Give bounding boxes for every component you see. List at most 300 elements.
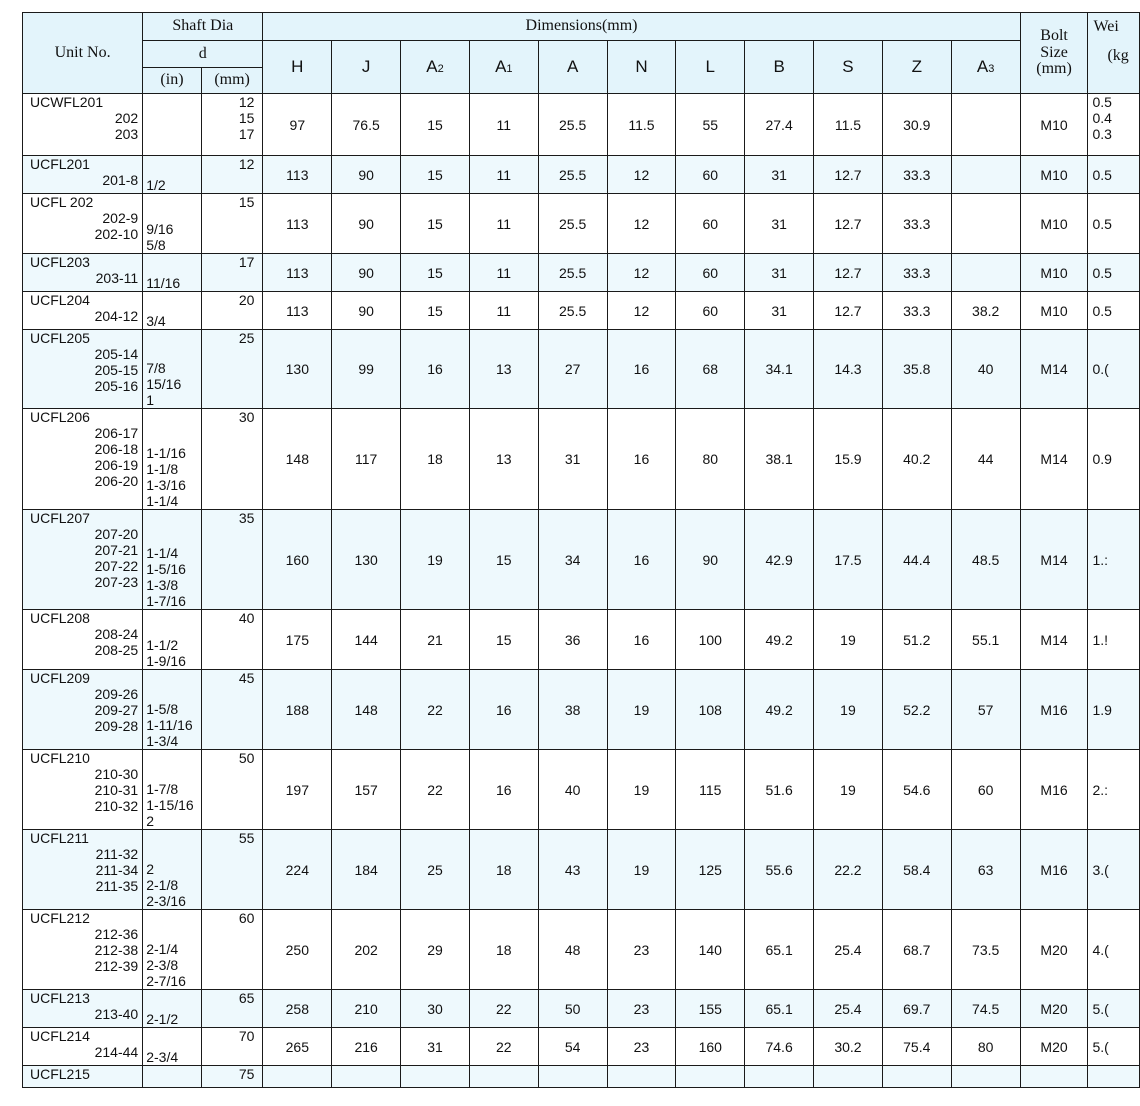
unit-variant-label: 211-32 [95,846,139,862]
shaft-mm-value: 20 [238,292,255,308]
shaft-inch-cell [143,830,202,910]
unit-no-cell [23,330,143,409]
shaft-inch-value: 1 [146,392,154,408]
dimension-value-cell: 80 [951,1028,1020,1066]
weight-value: 0.5 [1092,302,1112,319]
weight-value: 3.( [1092,861,1109,878]
shaft-inch-value: 2-1/4 [146,941,179,957]
unit-no-cell [23,94,143,156]
dimension-value-cell: 160 [676,1028,745,1066]
shaft-mm-value: 15 [238,110,255,126]
dimension-value-cell [538,1066,607,1088]
dimension-value-cell: 65.1 [745,990,814,1028]
dimension-value-cell: 31 [745,156,814,194]
table-row [23,510,1140,610]
unit-variant-label: 203 [114,126,139,142]
dimension-value-cell [951,94,1020,156]
unit-variant-label: 207-23 [94,574,139,590]
table-row [23,830,1140,910]
shaft-inch-value: 1-9/16 [146,653,186,669]
shaft-inch-value: 2-1/8 [146,877,179,893]
dimension-value-cell: 65.1 [745,910,814,990]
dimension-value-cell: 25.5 [538,254,607,292]
unit-variant-label: 209-27 [94,702,139,718]
shaft-mm-cell [201,409,263,510]
dimension-value-cell: 113 [263,194,332,254]
dimension-value-cell: 90 [332,194,401,254]
dimension-value-cell: 100 [676,610,745,670]
unit-variant-label: 213-40 [94,1006,139,1022]
dimension-value-cell [676,1066,745,1088]
dimension-value-cell: 25.4 [814,910,883,990]
dimension-value-cell: 54 [538,1028,607,1066]
unit-variant-label: 210-31 [94,782,139,798]
dimension-value-cell: 12 [607,254,676,292]
shaft-mm-value: 12 [238,94,255,110]
dim-col-header: A [538,41,607,94]
unit-variant-label: 204-12 [94,308,139,324]
shaft-inch-value: 1-3/16 [146,477,186,493]
bolt-size-cell: M20 [1020,910,1088,990]
dimension-value-cell: 42.9 [745,510,814,610]
bolt-size-cell: M10 [1020,254,1088,292]
shaft-mm-value: 55 [238,830,255,846]
dimension-value-cell: 12.7 [814,292,883,330]
dim-col-header: J [332,41,401,94]
unit-no-header: Unit No. [23,13,143,94]
dimension-value-cell: 25.5 [538,194,607,254]
dimension-value-cell: 18 [469,910,538,990]
dimension-value-cell: 90 [332,254,401,292]
dimension-value-cell: 23 [607,910,676,990]
weight-cell [1088,990,1140,1028]
mm-unit-header: (mm) [201,68,263,94]
unit-variant-label: 205-14 [94,346,139,362]
dimension-value-cell: 16 [607,330,676,409]
shaft-inch-value: 1-1/8 [146,461,179,477]
shaft-mm-value: 12 [238,156,255,172]
dimension-value-cell [951,1066,1020,1088]
dimension-value-cell: 52.2 [882,670,951,750]
dimension-value-cell: 55 [676,94,745,156]
weight-cell [1088,409,1140,510]
dimension-value-cell: 30 [401,990,470,1028]
unit-no-cell [23,610,143,670]
shaft-inch-cell [143,610,202,670]
dimension-value-cell: 22 [401,670,470,750]
unit-variant-label: 212-36 [94,926,139,942]
bolt-size-cell: M14 [1020,510,1088,610]
weight-value: 1.! [1092,631,1109,648]
bolt-header-line1: Bolt [1040,26,1068,44]
dimension-value-cell [745,1066,814,1088]
dimension-value-cell: 16 [607,610,676,670]
weight-cell [1088,910,1140,990]
unit-variant-label: 211-34 [95,862,139,878]
dimension-value-cell: 224 [263,830,332,910]
unit-series-label: UCFL208 [30,610,90,626]
dimension-value-cell: 22 [401,750,470,830]
dimension-value-cell: 11 [469,292,538,330]
dimension-value-cell: 30.2 [814,1028,883,1066]
shaft-mm-cell [201,1028,263,1066]
dimension-value-cell: 11 [469,94,538,156]
dimension-value-cell: 157 [332,750,401,830]
dimension-value-cell: 265 [263,1028,332,1066]
unit-no-cell [23,194,143,254]
dim-col-header: A3 [951,41,1020,94]
weight-cell [1088,330,1140,409]
dimension-value-cell: 80 [676,409,745,510]
table-header [23,13,1140,94]
dimension-value-cell: 31 [745,292,814,330]
weight-cell [1088,94,1140,156]
shaft-inch-value: 2-3/16 [146,893,186,909]
unit-variant-label: 209-28 [94,718,139,734]
dimension-value-cell: 11 [469,156,538,194]
table-row [23,750,1140,830]
dimension-value-cell: 11.5 [814,94,883,156]
unit-series-label: UCFL215 [30,1066,90,1082]
unit-series-label: UCFL 202 [30,194,94,210]
shaft-inch-value: 1-3/8 [146,577,179,593]
unit-variant-label: 206-17 [94,425,139,441]
unit-series-label: UCFL211 [30,830,89,846]
dimension-value-cell: 19 [607,750,676,830]
bolt-size-header [1020,13,1088,94]
weight-value: 0.4 [1092,110,1112,126]
dimension-value-cell: 19 [814,670,883,750]
dimension-value-cell: 175 [263,610,332,670]
unit-variant-label: 211-35 [95,878,139,894]
dimension-value-cell: 33.3 [882,194,951,254]
weight-value: 2.: [1092,781,1109,798]
shaft-inch-cell [143,1028,202,1066]
weight-header-line1: Wei [1093,18,1119,35]
bolt-size-cell: M10 [1020,194,1088,254]
shaft-inch-cell [143,670,202,750]
dimension-value-cell: 51.2 [882,610,951,670]
weight-value: 5.( [1092,1038,1109,1055]
dimension-value-cell: 210 [332,990,401,1028]
shaft-inch-value: 1-1/4 [146,493,179,509]
unit-variant-label: 207-21 [94,542,139,558]
table-row [23,1028,1140,1066]
dimension-value-cell: 15 [469,510,538,610]
shaft-mm-value: 60 [238,910,255,926]
dimension-value-cell: 48 [538,910,607,990]
shaft-inch-cell [143,750,202,830]
unit-variant-label: 210-32 [94,798,139,814]
unit-variant-label: 208-24 [94,626,139,642]
bolt-size-cell: M10 [1020,94,1088,156]
dimension-value-cell: 21 [401,610,470,670]
weight-value: 1.: [1092,551,1109,568]
dimension-value-cell: 19 [401,510,470,610]
dimension-value-cell: 55.6 [745,830,814,910]
unit-variant-label: 210-30 [94,766,139,782]
dimension-value-cell: 15 [469,610,538,670]
dimension-value-cell: 16 [469,670,538,750]
dimension-value-cell [814,1066,883,1088]
dimension-value-cell: 216 [332,1028,401,1066]
unit-variant-label: 208-25 [94,642,139,658]
table-row [23,292,1140,330]
dimension-value-cell: 130 [332,510,401,610]
bolt-size-cell: M14 [1020,409,1088,510]
dimension-value-cell: 31 [401,1028,470,1066]
shaft-inch-cell [143,990,202,1028]
dim-col-header: L [676,41,745,94]
shaft-mm-value: 17 [238,126,255,142]
dimensions-header: Dimensions(mm) [263,13,1020,41]
dimension-value-cell: 148 [263,409,332,510]
dimension-value-cell: 60 [951,750,1020,830]
dimension-value-cell: 38 [538,670,607,750]
dimension-value-cell: 12.7 [814,156,883,194]
dimension-value-cell: 49.2 [745,610,814,670]
weight-cell [1088,750,1140,830]
dimension-value-cell: 90 [676,510,745,610]
dimension-value-cell: 97 [263,94,332,156]
table-row [23,330,1140,409]
weight-cell [1088,254,1140,292]
unit-no-cell [23,292,143,330]
weight-value: 0.5 [1092,215,1112,232]
dimension-value-cell: 29 [401,910,470,990]
shaft-inch-value: 1-7/8 [146,781,179,797]
dimension-value-cell: 250 [263,910,332,990]
unit-variant-label: 212-39 [94,958,139,974]
shaft-inch-cell [143,292,202,330]
dimension-value-cell: 11 [469,194,538,254]
dimension-value-cell: 44 [951,409,1020,510]
dimension-value-cell: 34.1 [745,330,814,409]
shaft-mm-cell [201,830,263,910]
bolt-size-cell: M20 [1020,1028,1088,1066]
shaft-inch-value: 1-1/2 [146,637,179,653]
unit-variant-label: 202-9 [102,210,139,226]
dimension-value-cell: 19 [607,830,676,910]
table-row [23,156,1140,194]
weight-cell [1088,194,1140,254]
dimension-value-cell: 75.4 [882,1028,951,1066]
dimension-value-cell: 90 [332,292,401,330]
unit-variant-label: 214-44 [94,1044,139,1060]
dimension-value-cell: 38.1 [745,409,814,510]
unit-series-label: UCFL204 [30,292,90,308]
shaft-inch-value: 1-15/16 [146,797,194,813]
dimension-value-cell: 22.2 [814,830,883,910]
dimension-value-cell: 15 [401,94,470,156]
unit-variant-label: 205-15 [94,362,139,378]
weight-cell [1088,510,1140,610]
unit-variant-label: 212-38 [94,942,139,958]
unit-no-cell [23,409,143,510]
unit-variant-label: 206-20 [94,473,139,489]
table-row [23,910,1140,990]
weight-cell [1088,1066,1140,1088]
dimension-value-cell: 130 [263,330,332,409]
shaft-inch-value: 1-5/16 [146,561,186,577]
shaft-mm-cell [201,1066,263,1088]
dimension-value-cell: 155 [676,990,745,1028]
dimension-value-cell: 202 [332,910,401,990]
dimension-value-cell [469,1066,538,1088]
shaft-inch-value: 2-7/16 [146,973,186,989]
unit-series-label: UCFL205 [30,330,90,346]
shaft-inch-cell [143,254,202,292]
dim-col-header: N [607,41,676,94]
shaft-inch-cell [143,910,202,990]
weight-header [1088,13,1140,94]
dimension-value-cell: 60 [676,194,745,254]
dimension-value-cell: 31 [745,194,814,254]
shaft-mm-cell [201,750,263,830]
table-row [23,254,1140,292]
dimension-value-cell: 13 [469,330,538,409]
dimension-value-cell: 160 [263,510,332,610]
shaft-inch-value: 2-3/8 [146,957,179,973]
dimension-value-cell: 184 [332,830,401,910]
dimension-value-cell: 15 [401,194,470,254]
dimension-value-cell: 33.3 [882,254,951,292]
weight-value: 4.( [1092,941,1109,958]
shaft-inch-cell [143,330,202,409]
dimension-value-cell: 25.5 [538,292,607,330]
dimension-value-cell: 12 [607,292,676,330]
dimension-value-cell: 74.5 [951,990,1020,1028]
unit-no-cell [23,670,143,750]
dimension-value-cell: 38.2 [951,292,1020,330]
weight-cell [1088,610,1140,670]
shaft-mm-value: 17 [238,254,255,270]
unit-variant-label: 207-20 [94,526,139,542]
dimension-value-cell: 19 [814,610,883,670]
shaft-inch-cell [143,94,202,156]
dimension-value-cell: 33.3 [882,292,951,330]
unit-series-label: UCFL209 [30,670,90,686]
shaft-inch-value: 2 [146,813,154,829]
dimension-value-cell: 48.5 [951,510,1020,610]
table-row [23,1066,1140,1088]
unit-series-label: UCFL203 [30,254,90,270]
weight-cell [1088,156,1140,194]
dimension-value-cell: 11 [469,254,538,292]
weight-value: 0.( [1092,361,1109,377]
shaft-dia-header: Shaft Dia [143,13,263,41]
dimension-value-cell [951,194,1020,254]
shaft-inch-cell [143,194,202,254]
unit-series-label: UCFL206 [30,409,90,425]
shaft-inch-value: 1-1/16 [146,445,186,461]
shaft-mm-cell [201,194,263,254]
dimension-value-cell: 258 [263,990,332,1028]
dimension-value-cell: 15 [401,292,470,330]
shaft-inch-value: 1-11/16 [146,717,193,733]
unit-variant-label: 206-19 [94,457,139,473]
inch-unit-header: (in) [143,68,202,94]
dimension-value-cell: 40.2 [882,409,951,510]
dimension-value-cell: 34 [538,510,607,610]
bolt-size-cell: M10 [1020,292,1088,330]
bolt-size-cell: M16 [1020,830,1088,910]
unit-variant-label: 207-22 [94,558,139,574]
weight-cell [1088,1028,1140,1066]
bolt-size-cell: M14 [1020,610,1088,670]
dim-col-header: A1 [469,41,538,94]
weight-value: 5.( [1092,1000,1109,1017]
shaft-mm-value: 65 [238,990,255,1006]
shaft-mm-value: 45 [238,670,255,686]
dimension-value-cell: 40 [538,750,607,830]
table-row [23,409,1140,510]
dimension-value-cell [882,1066,951,1088]
shaft-mm-value: 30 [238,409,255,425]
weight-value: 0.3 [1092,126,1112,142]
shaft-mm-cell [201,330,263,409]
unit-series-label: UCFL210 [30,750,90,766]
weight-header-line2: (kg [1107,46,1129,64]
bearing-spec-table [22,12,1140,1088]
dimension-value-cell [332,1066,401,1088]
shaft-inch-value: 2-3/4 [146,1049,179,1065]
dimension-value-cell: 197 [263,750,332,830]
dimension-value-cell: 58.4 [882,830,951,910]
bolt-size-cell: M10 [1020,156,1088,194]
unit-no-cell [23,254,143,292]
dimension-value-cell: 27 [538,330,607,409]
dimension-value-cell: 117 [332,409,401,510]
dimension-value-cell: 144 [332,610,401,670]
shaft-inch-value: 1/2 [146,177,166,193]
shaft-inch-value: 7/8 [146,360,166,376]
weight-value: 1.9 [1092,701,1112,718]
weight-cell [1088,292,1140,330]
shaft-inch-value: 3/4 [146,313,166,329]
table-row [23,670,1140,750]
dimension-value-cell: 22 [469,990,538,1028]
unit-no-cell [23,1028,143,1066]
unit-no-cell [23,156,143,194]
dimension-value-cell: 99 [332,330,401,409]
unit-no-cell [23,990,143,1028]
dimension-value-cell: 57 [951,670,1020,750]
dimension-value-cell: 14.3 [814,330,883,409]
dimension-value-cell: 44.4 [882,510,951,610]
dimension-value-cell: 188 [263,670,332,750]
bolt-header-line3: (mm) [1036,60,1072,78]
bolt-size-cell: M16 [1020,750,1088,830]
unit-series-label: UCFL214 [30,1028,90,1044]
dimension-value-cell: 16 [607,510,676,610]
dim-col-header: Z [882,41,951,94]
weight-cell [1088,670,1140,750]
shaft-mm-cell [201,990,263,1028]
table-row [23,194,1140,254]
dimension-value-cell: 73.5 [951,910,1020,990]
shaft-inch-cell [143,156,202,194]
dimension-value-cell: 12.7 [814,254,883,292]
unit-no-cell [23,750,143,830]
shaft-inch-value: 1-3/4 [146,733,179,749]
dimension-value-cell: 35.8 [882,330,951,409]
dimension-value-cell: 108 [676,670,745,750]
shaft-mm-value: 15 [238,194,255,210]
bolt-size-cell [1020,1066,1088,1088]
dimension-value-cell: 17.5 [814,510,883,610]
dimension-value-cell: 25 [401,830,470,910]
